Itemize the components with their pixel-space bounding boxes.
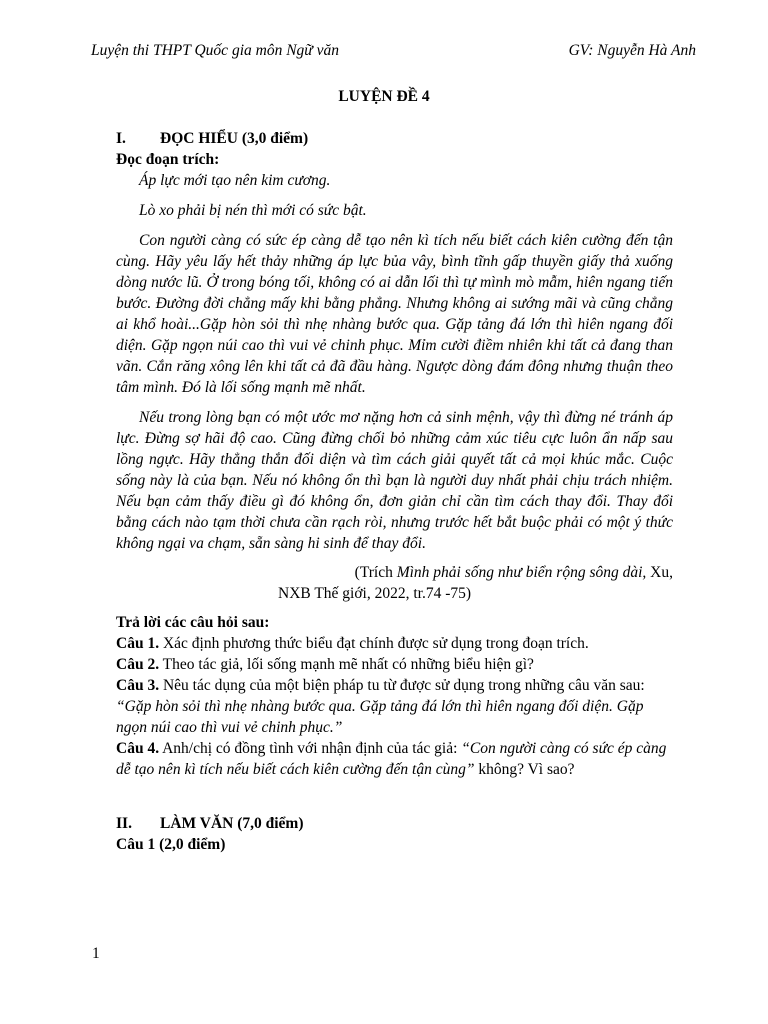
section-1-title: ĐỌC HIỂU (3,0 điểm)	[160, 130, 309, 147]
question-4-label: Câu 4.	[116, 740, 160, 757]
page-number: 1	[92, 945, 100, 962]
question-3	[116, 675, 673, 738]
question-4	[116, 738, 673, 780]
question-4-tail: không? Vì sao?	[474, 761, 575, 778]
question-3-text: Nêu tác dụng của một biện pháp tu từ được sử dụng trong những câu văn sau:	[159, 677, 645, 694]
question-4-text: Anh/chị có đồng tình với nhận định của tác giả:	[159, 740, 462, 757]
page-title: LUYỆN ĐỀ 4	[338, 88, 430, 105]
question-2-text: Theo tác giả, lối sống mạnh mẽ nhất có những biểu hiện gì?	[159, 656, 534, 673]
question-1-text: Xác định phương thức biểu đạt chính được sử dụng trong đoạn trích.	[159, 635, 589, 652]
section-2-title: LÀM VĂN (7,0 điểm)	[160, 815, 304, 832]
header-teacher: GV: Nguyễn Hà Anh	[568, 42, 696, 59]
document-body	[116, 128, 673, 855]
section-2-number: II.	[116, 815, 132, 832]
section-2-question-1: Câu 1 (2,0 điểm)	[116, 836, 226, 853]
question-1-label: Câu 1.	[116, 635, 160, 652]
source-book-title: Mình phải sống như biển rộng sông dài,	[396, 564, 647, 581]
excerpt-line-1: Áp lực mới tạo nên kim cương.	[139, 172, 331, 189]
answer-prompt: Trả lời các câu hỏi sau:	[116, 614, 270, 631]
question-2	[116, 654, 673, 675]
header-course-title: Luyện thi THPT Quốc gia môn Ngữ văn	[91, 42, 339, 59]
question-1	[116, 633, 673, 654]
source-publisher: NXB Thế giới, 2022, tr.74 -75)	[278, 585, 472, 602]
section-1-heading	[116, 128, 673, 149]
source-prefix: (Trích	[354, 564, 397, 581]
excerpt-paragraph-2: Nếu trong lòng bạn có một ước mơ nặng hơn cả sinh mệnh, vậy thì đừng né tránh áp lực. Đừng sợ hãi độ cao. Cũng đừng chối bỏ những cảm xúc tiêu cực luôn ẩn nấp sau lồng ngực. Hãy thẳng thắn đối diện và tìm cách giải quyết tất cả mọi khúc mắc. Cuộc sống này là của bạn. Nếu nó không ổn thì bạn là người duy nhất phải chịu trách nhiệm. Nếu bạn cảm thấy điều gì đó không ổn, đơn giản chỉ cần tìm cách thay đổi. Thay đổi bằng cách nào tạm thời chưa cần rạch ròi, nhưng trước hết bắt buộc phải có một ý thức không ngại va chạm, sẵn sàng hi sinh để thay đổi.	[116, 409, 673, 552]
question-2-label: Câu 2.	[116, 656, 160, 673]
source-author: Xu,	[646, 564, 673, 581]
excerpt-source	[116, 562, 673, 583]
section-2-heading	[116, 813, 673, 834]
question-3-quote: “Gặp hòn sỏi thì nhẹ nhàng bước qua. Gặp tảng đá lớn thì hiên ngang đối diện. Gặp ngọn núi cao thì vui vẻ chinh phục.”	[116, 698, 644, 736]
question-3-label: Câu 3.	[116, 677, 160, 694]
read-excerpt-label: Đọc đoạn trích:	[116, 151, 220, 168]
question-4-quote: “Con người càng có sức ép càng dễ tạo nên kì tích nếu biết cách kiên cường đến tận cùng”	[116, 740, 667, 778]
excerpt-paragraph-1: Con người càng có sức ép càng dễ tạo nên kì tích nếu biết cách kiên cường đến tận cùng. Hãy yêu lấy hết thảy những áp lực bủa vây, bình tĩnh gấp thuyền giấy thả xuống dòng nước lũ. Ở trong bóng tối, không có ai dẫn lối thì tự mình mò mẫm, hiên ngang tiến bước. Đường đời chẳng mấy khi bằng phẳng. Nhưng không ai sướng mãi và cũng chẳng ai khổ hoài...Gặp hòn sỏi thì nhẹ nhàng bước qua. Gặp tảng đá lớn thì hiên ngang đối diện. Gặp ngọn núi cao thì vui vẻ chinh phục. Mỉm cười điềm nhiên khi tất cả đang than vãn. Cắn răng xông lên khi tất cả đã đầu hàng. Ngược dòng đám đông nhưng thuận theo tâm mình. Đó là lối sống mạnh mẽ nhất.	[116, 232, 673, 396]
excerpt-line-2: Lò xo phải bị nén thì mới có sức bật.	[139, 202, 367, 219]
section-1-number: I.	[116, 130, 126, 147]
